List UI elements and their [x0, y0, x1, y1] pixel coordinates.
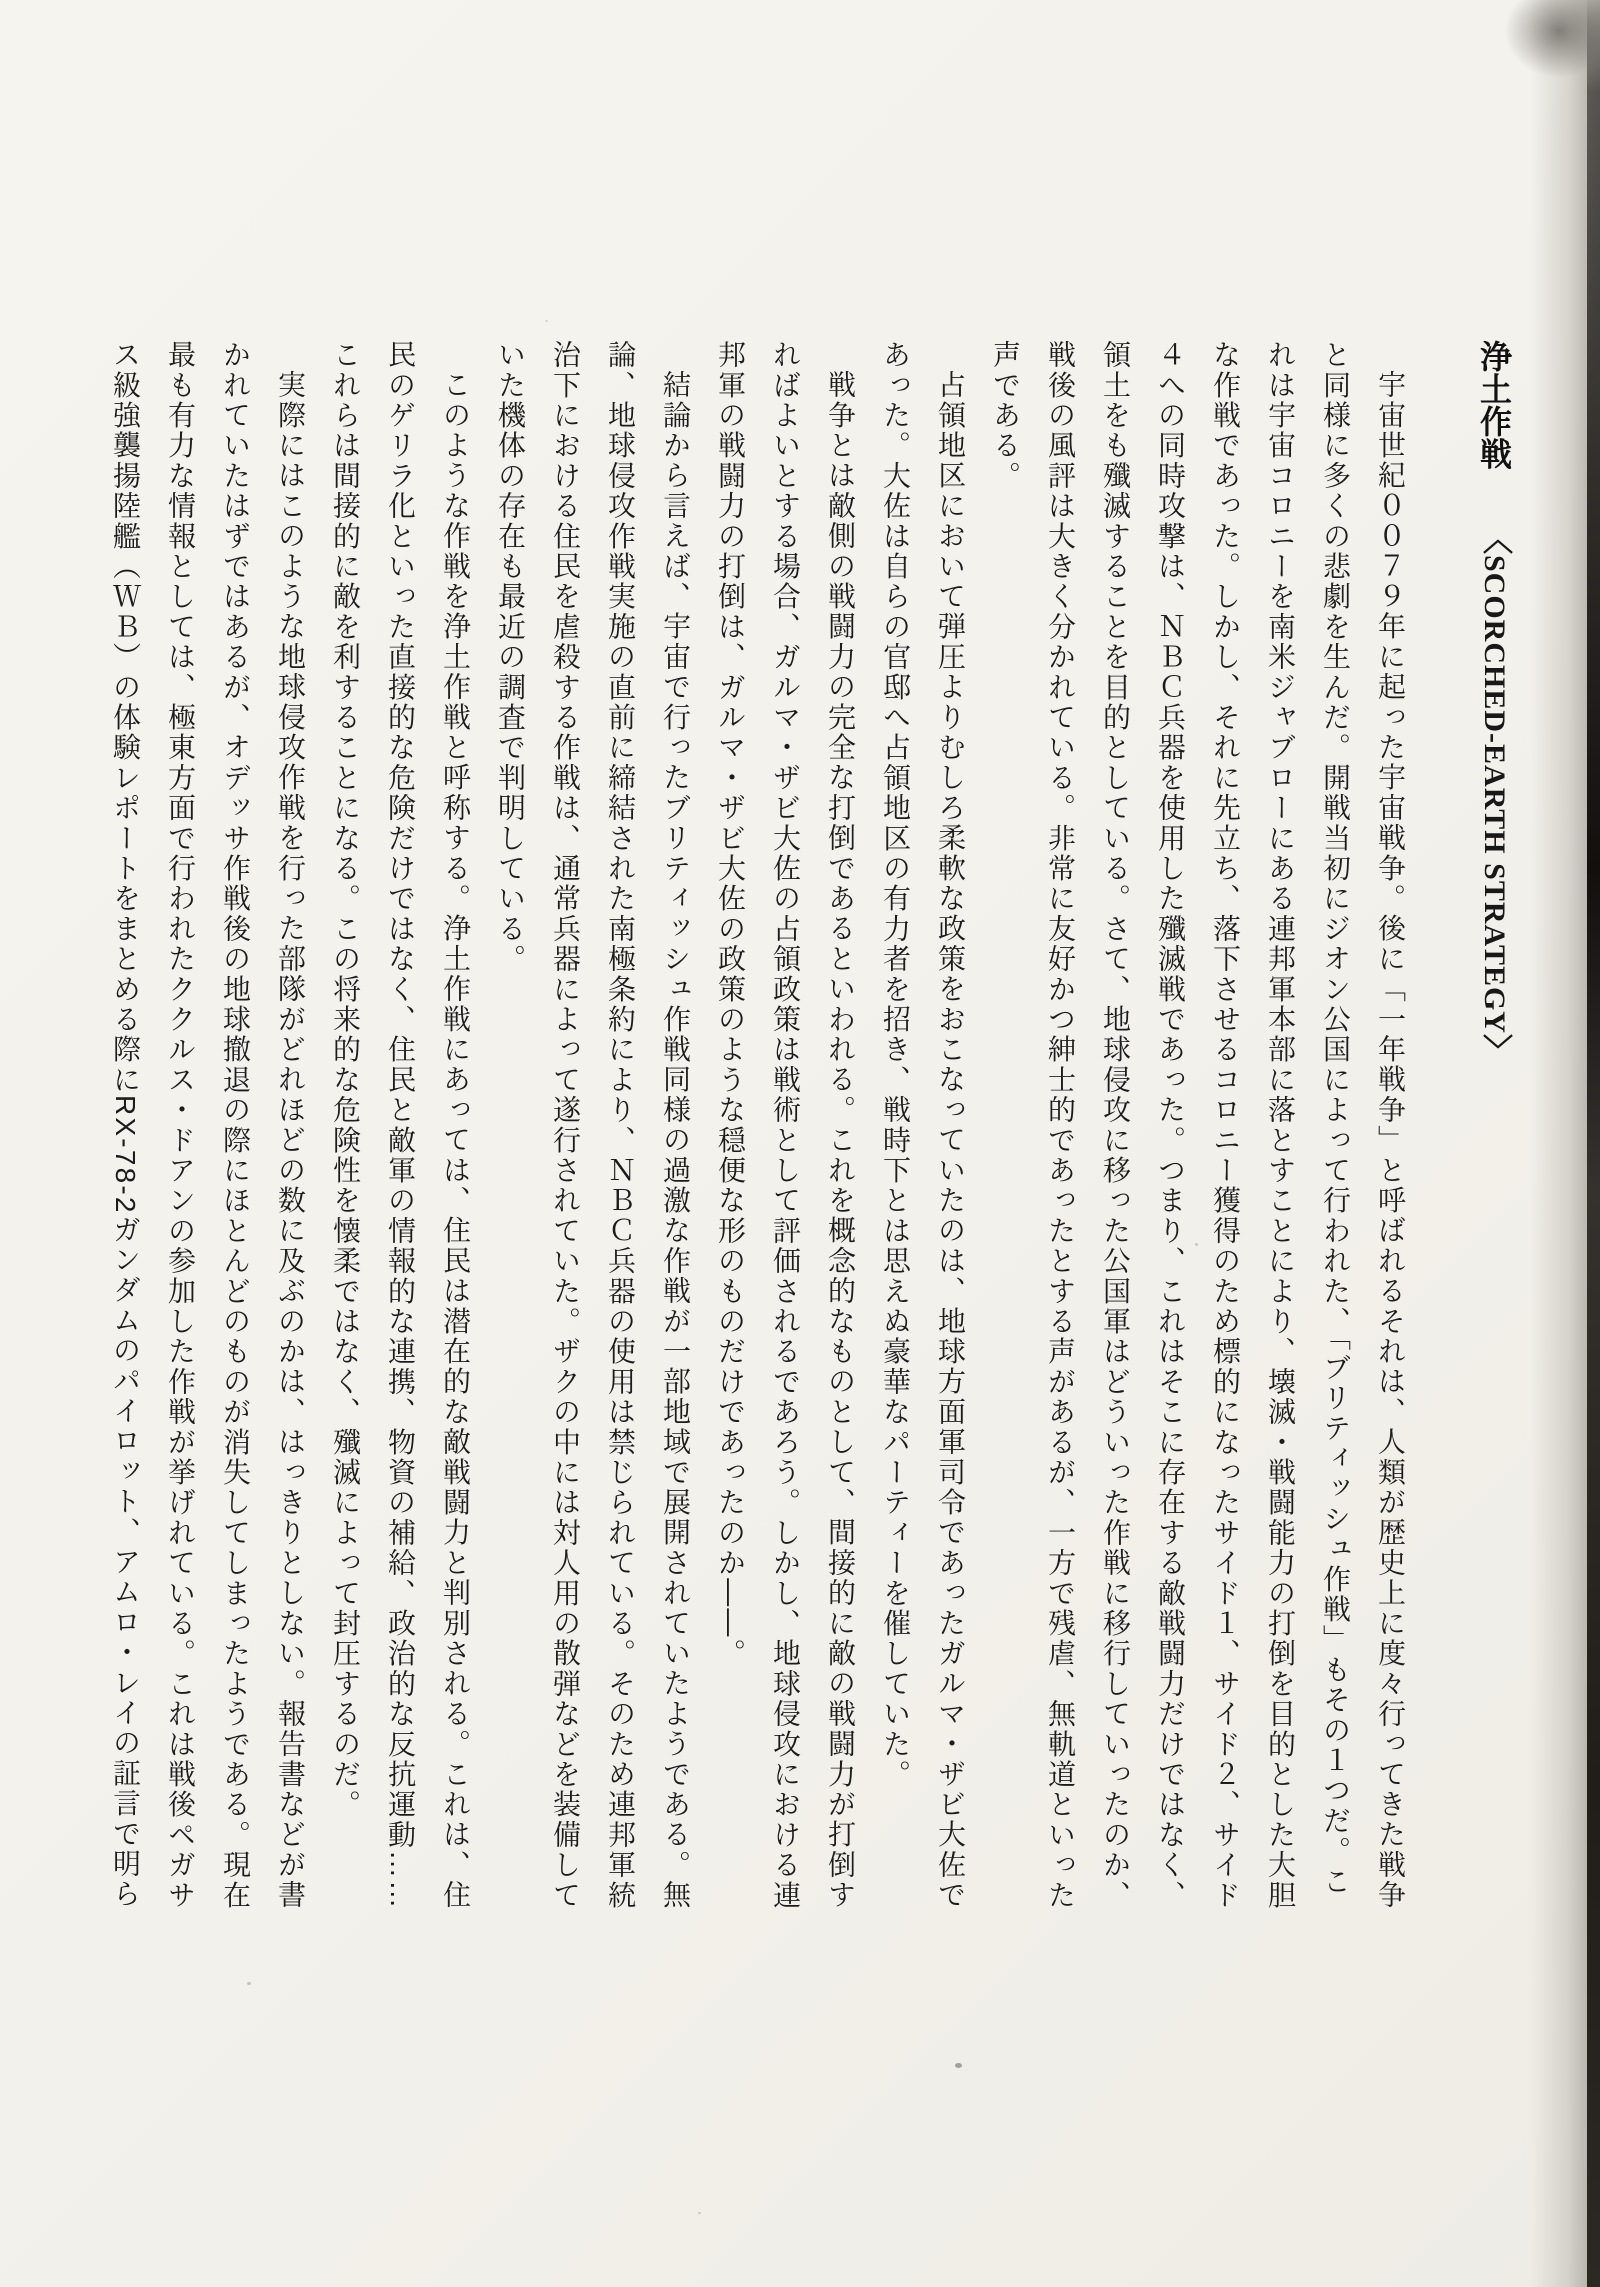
scan-speck [545, 320, 548, 322]
article-title: 浄土作戦 [1476, 340, 1512, 470]
scan-edge-strip [1587, 0, 1600, 2287]
scan-speck [247, 1982, 251, 1985]
article-paragraph-4: 結論から言えば、宇宙で行ったブリティッシュ作戦同様の過激な作戦が一部地域で展開されていたようである。無論、地球侵攻作戦実施の直前に締結された南極条約により、ＮＢＣ兵器の使用は禁じられている。そのため連邦軍統治下における住民を虐殺する作戦は、通常兵器によって遂行されていた。ザクの中には対人用の散弾などを装備していた機体の存在も最近の調査で判明している。 [495, 340, 691, 1911]
article-paragraph-6: 実際にはこのような地球侵攻作戦を行った部隊がどれほどの数に及ぶのかは、はっきりとしない。報告書などが書かれていたはずではあるが、オデッサ作戦後の地球撤退の際にほとんどのものが消失してしまったようである。現在最も有力な情報としては、極東方面で行われたククルス・ドアンの参加した作戦が挙げれている。これは戦後ペガサス級強襲揚陸艦（ＷＢ）の体験レポートをまとめる際にRX-78-2ガンダムのパイロット、アムロ・レイの証言で明ら [110, 340, 306, 1911]
scan-speck [698, 2212, 701, 2214]
article-subtitle-en: 〈SCORCHED-EARTH STRATEGY〉 [1478, 524, 1511, 1065]
article-paragraph-2: 占領地区において弾圧よりむしろ柔軟な政策をおこなっていたのは、地球方面軍司令であったガルマ・ザビ大佐であった。大佐は自らの官邸へ占領地区の有力者を招き、戦時下とは思えぬ豪華なパーティーを催していた。 [880, 340, 966, 1911]
article-paragraph-1: 宇宙世紀００７９年に起った宇宙戦争。後に「一年戦争」と呼ばれるそれは、人類が歴史上に度々行ってきた戦争と同様に多くの悲劇を生んだ。開戦当初にジオン公国によって行われた、「ブリティッシュ作戦」もその１つだ。これは宇宙コロニーを南米ジャブローにある連邦軍本部に落とすことにより、壊滅・戦闘能力の打倒を目的とした大胆な作戦であった。しかし、それに先立ち、落下させるコロニー獲得のため標的になったサイド１、サイド２、サイド４への同時攻撃は、ＮＢＣ兵器を使用した殲滅戦であった。つまり、これはそこに存在する敵戦闘力だけではなく、領土をも殲滅することを目的としている。さて、地球侵攻に移った公国軍はどういった作戦に移行していったのか、戦後の風評は大きく分かれている。非常に友好かつ紳士的であったとする声があるが、一方で残虐、無軌道といった声である。 [990, 340, 1406, 1911]
article [75, 340, 1515, 1918]
article-paragraph-5: このような作戦を浄土作戦と呼称する。浄土作戦にあっては、住民は潜在的な敵戦闘力と判別される。これは、住民のゲリラ化といった直接的な危険だけではなく、住民と敵軍の情報的な連携、物資の補給、政治的な反抗運動……これらは間接的に敵を利することになる。この将来的な危険性を懐柔ではなく、殲滅によって封圧するのだ。 [330, 340, 471, 1911]
scan-corner-smudge [1484, 0, 1600, 96]
article-title-column [1473, 340, 1515, 1918]
scan-speck [955, 2063, 962, 2068]
article-paragraph-3: 戦争とは敵側の戦闘力の完全な打倒であるといわれる。これを概念的なものとして、間接的に敵の戦闘力が打倒すればよいとする場合、ガルマ・ザビ大佐の占領政策は戦術として評価されるであろう。しかし、地球侵攻における連邦軍の戦闘力の打倒は、ガルマ・ザビ大佐の政策のような穏便な形のものだけであったのか――。 [715, 340, 856, 1911]
